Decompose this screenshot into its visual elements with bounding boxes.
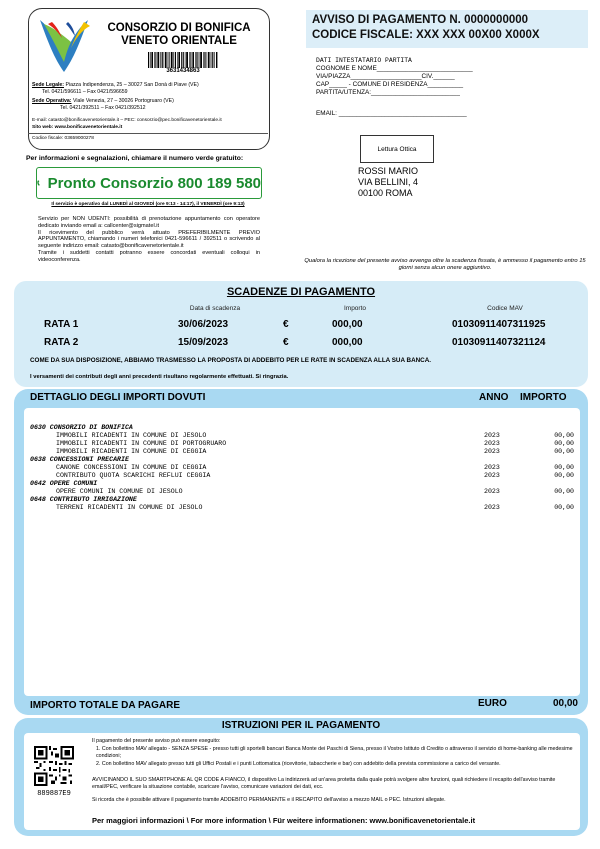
- detail-item: IMMOBILI RICADENTI IN COMUNE DI CEGGIA: [56, 448, 207, 455]
- detail-category: 0630 CONSORZIO DI BONIFICA: [30, 424, 133, 431]
- col-header-year: ANNO: [479, 392, 509, 403]
- barcode: [148, 52, 218, 68]
- qr-code-id: 889887E9: [37, 790, 71, 798]
- recipient-city: 00100 ROMA: [358, 188, 413, 198]
- more-info-link[interactable]: Per maggiori informazioni \ For more information \ Für weitere informationen: www.bonificavenetorientale.it: [92, 816, 476, 825]
- col-header-date: Data di scadenza: [189, 305, 241, 312]
- sede-legale-tel: Tel. 0421/596611 – Fax 0421/596659: [42, 88, 128, 95]
- previous-payments-notice: I versamenti dei contributi degli anni precedenti risultano regolarmente effettuati. Si ringrazia.: [30, 374, 289, 380]
- detail-item-year: 2023: [484, 464, 500, 471]
- ocr-box: Lettura Ottica: [360, 135, 434, 163]
- qr-code-icon[interactable]: [34, 746, 74, 786]
- org-email: E-mail: catasto@bonificavenetorientale.it – PEC: consorzio@pec.bonificavenetorientale.it: [32, 118, 222, 123]
- recipient-street: VIA BELLINI, 4: [358, 177, 419, 187]
- sede-legale-address: Piazza Indipendenza, 25 – 30027 San Donà di Piave (VE): [65, 82, 199, 88]
- org-name-line2: VENETO ORIENTALE: [121, 35, 237, 47]
- non-udenti-paragraph-2: Il ricevimento del pubblico verrà attuato PREFERIBILMENTE PREVIO APPUNTAMENTO, chiamando i numeri telefonici 0421-596611 / 392511 o scrivendo al seguente indirizzo email: catasto@bonificavenetorientale.it: [38, 229, 260, 250]
- org-fiscal-code: Codice fiscale: 03659000278: [32, 136, 94, 141]
- instructions-mav-post: 2. Con bollettino MAV allegato presso tutti gli Uffici Postali e i punti Lottomatica (ricevitorie, tabaccherie e bar) con addebito della prevista commissione a carico del versante.: [96, 761, 501, 767]
- instructions-qr: AVVICINANDO IL SUO SMARTPHONE AL QR CODE A FIANCO, il dispositivo La indirizzerà ad un'area protetta dalla quale potrà svolgere altre funzioni, quali richiedere il recapito dell'avviso tramite email/PEC, verificare la situazione contabile, scaricare l'avviso, comunicare variazioni dei dati, ecc.: [92, 777, 556, 790]
- detail-item: IMMOBILI RICADENTI IN COMUNE DI PORTOGRUARO: [56, 440, 227, 447]
- detail-item-year: 2023: [484, 440, 500, 447]
- info-heading: Per informazioni e segnalazioni, chiamare il numero verde gratuito:: [26, 155, 244, 162]
- org-divider: [28, 133, 268, 134]
- detail-item-amount: 00,00: [554, 488, 574, 495]
- holder-name-line: COGNOME E NOME___________________________: [316, 65, 473, 72]
- detail-category: 0648 CONTRIBUTO IRRIGAZIONE: [30, 496, 137, 503]
- holder-street-line: VIA/PIAZZA____________________CIV.______: [316, 73, 455, 80]
- org-website: Sito web: www.bonificavenetorientale.it: [32, 125, 123, 130]
- total-currency: EURO: [478, 698, 507, 709]
- sede-operativa-tel: Tel. 0421/392511 – Fax 0421/392512: [60, 104, 146, 111]
- non-udenti-paragraph-3: Tramite i suddetti contatti potranno essere concordati eventuali colloqui in videoconferenza.: [38, 249, 260, 263]
- detail-item-amount: 00,00: [554, 440, 574, 447]
- detail-item: IMMOBILI RICADENTI IN COMUNE DI JESOLO: [56, 432, 207, 439]
- rata-2-label: RATA 2: [44, 337, 79, 348]
- consorzio-logo-icon: [34, 14, 94, 76]
- barcode-number: 3631434863: [166, 68, 200, 74]
- amounts-detail-title: DETTAGLIO DEGLI IMPORTI DOVUTI: [30, 392, 206, 403]
- rata-1-date: 30/06/2023: [178, 319, 229, 330]
- holder-email-line: EMAIL: ____________________________________: [316, 110, 467, 117]
- total-amount: 00,00: [552, 698, 578, 709]
- detail-item: TERRENI RICADENTI IN COMUNE DI JESOLO: [56, 504, 203, 511]
- rata-2-date: 15/09/2023: [178, 337, 229, 348]
- detail-item-year: 2023: [484, 488, 500, 495]
- sede-legale-label: Sede Legale:: [32, 82, 65, 88]
- detail-item-year: 2023: [484, 432, 500, 439]
- rata-2-currency: €: [283, 337, 289, 348]
- detail-item-year: 2023: [484, 448, 500, 455]
- col-header-importo: IMPORTO: [520, 392, 567, 403]
- holder-partita-line: PARTITA/UTENZA:_________________________: [316, 89, 460, 96]
- org-name-line1: CONSORZIO DI BONIFICA: [107, 22, 251, 34]
- rata-1-currency: €: [283, 319, 289, 330]
- instructions-intro: Il pagamento del presente avviso può essere eseguito:: [92, 738, 221, 744]
- pronto-consorzio-number: Pronto Consorzio 800 189 580: [47, 174, 261, 192]
- detail-item-amount: 00,00: [554, 472, 574, 479]
- late-notice-info: Qualora la ricezione del presente avviso avvenga oltre la scadenza fissata, è ammesso il pagamento entro 15 giorni senza alcun onere aggiuntivo.: [304, 258, 586, 271]
- non-udenti-info: [38, 216, 260, 264]
- holder-title: DATI INTESTATARIO PARTITA: [316, 57, 412, 64]
- sede-legale: [32, 82, 266, 95]
- notice-fiscal-code: CODICE FISCALE: XXX XXX 00X00 X000X: [312, 29, 540, 41]
- detail-item: CONTRIBUTO QUOTA SCARICHI REFLUI CEGGIA: [56, 472, 211, 479]
- direct-debit-notice: COME DA SUA DISPOSIZIONE, ABBIAMO TRASMESSO LA PROPOSTA DI ADDEBITO PER LE RATE IN SCADENZA ALLA SUA BANCA.: [30, 357, 432, 364]
- rata-1-mav: 01030911407311925: [452, 319, 546, 330]
- sede-operativa: [32, 98, 266, 111]
- detail-item: OPERE COMUNI IN COMUNE DI JESOLO: [56, 488, 183, 495]
- holder-cap-line: CAP_____ - COMUNE DI RESIDENZA__________: [316, 81, 464, 88]
- detail-item-amount: 00,00: [554, 448, 574, 455]
- total-label: IMPORTO TOTALE DA PAGARE: [30, 700, 181, 711]
- sede-operativa-label: Sede Operativa:: [32, 98, 72, 104]
- rata-2-mav: 01030911407321124: [452, 337, 546, 348]
- notice-number: AVVISO DI PAGAMENTO N. 0000000000: [312, 14, 529, 26]
- detail-category: 0638 CONCESSIONI PRECARIE: [30, 456, 129, 463]
- pronto-consorzio-box: [36, 167, 262, 199]
- rata-2-amount: 000,00: [332, 337, 363, 348]
- col-header-mav: Codice MAV: [487, 305, 523, 312]
- rata-1-label: RATA 1: [44, 319, 79, 330]
- payment-deadlines-title: SCADENZE DI PAGAMENTO: [226, 286, 376, 298]
- detail-item-year: 2023: [484, 504, 500, 511]
- recipient-name: ROSSI MARIO: [358, 166, 419, 176]
- service-hours: Il servizio è operativo dal LUNEDÌ al GIOVEDÌ (ore 9:13 - 14:17), il VENERDÌ (ore 9:13): [51, 202, 245, 207]
- col-header-amount: Importo: [343, 305, 367, 312]
- detail-item-year: 2023: [484, 472, 500, 479]
- detail-item-amount: 00,00: [554, 504, 574, 511]
- detail-item: CANONE CONCESSIONI IN COMUNE DI CEGGIA: [56, 464, 207, 471]
- rata-1-amount: 000,00: [332, 319, 363, 330]
- detail-item-amount: 00,00: [554, 464, 574, 471]
- org-name: [90, 22, 268, 48]
- non-udenti-paragraph-1: Servizio per NON UDENTI: possibilità di prenotazione appuntamento con operatore dedicato inviando email a: callcenter@sigmatel.it: [38, 216, 260, 229]
- payment-instructions-title: ISTRUZIONI PER IL PAGAMENTO: [221, 720, 381, 731]
- instructions-direct-debit: Si ricorda che è possibile attivare il pagamento tramite ADDEBITO PERMANENTE e il RECAPITO dell'avviso a mezzo MAIL o PEC. Istruzioni allegate.: [92, 797, 446, 803]
- sede-operativa-address: Viale Venezia, 27 – 30026 Portogruaro (VE): [72, 98, 174, 104]
- instructions-mav-bank: 1. Con bollettino MAV allegato - SENZA SPESE - presso tutti gli sportelli bancari Banca Monte dei Paschi di Siena, presso il Vostro Istituto di Credito o attraverso il servizio di home-banking alle medesime condizioni;: [96, 746, 573, 759]
- detail-category: 0642 OPERE COMUNI: [30, 480, 98, 487]
- phone-handset-icon: [37, 176, 42, 190]
- detail-item-amount: 00,00: [554, 432, 574, 439]
